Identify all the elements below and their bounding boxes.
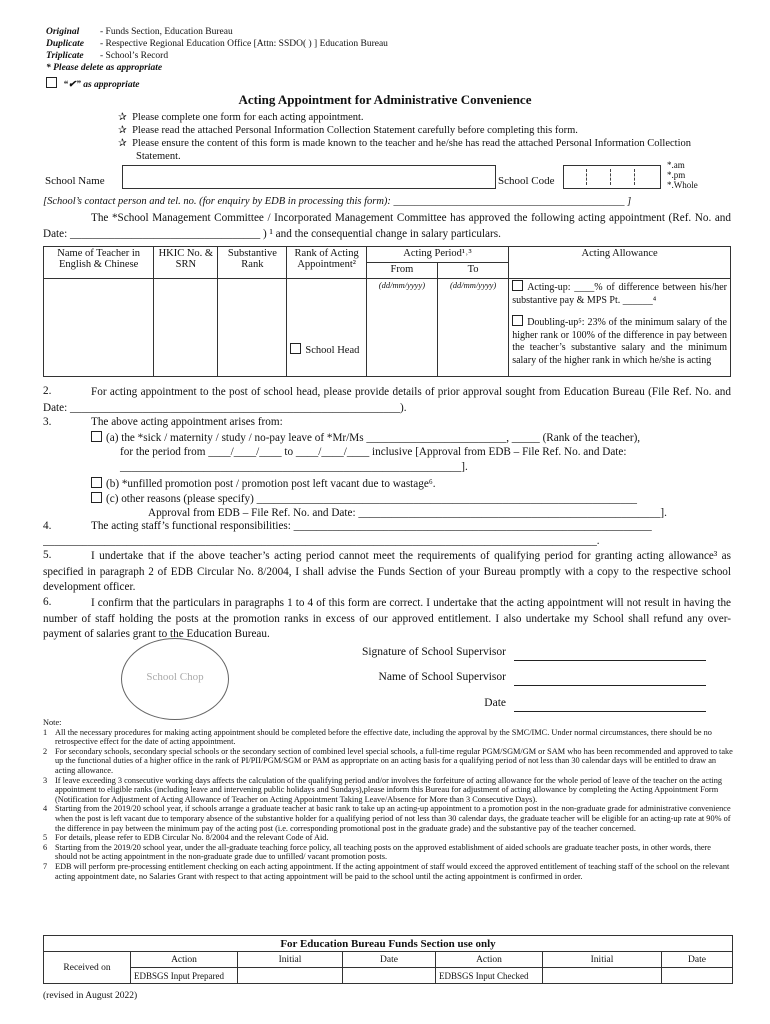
initial-header-2: Initial <box>543 952 662 968</box>
item-3b[interactable]: (b) *unfilled promotion post / promotion post left vacant due to wastage⁶. <box>91 477 436 490</box>
initial-header: Initial <box>238 952 343 968</box>
item-3c-checkbox[interactable] <box>91 492 102 503</box>
acting-up-checkbox[interactable] <box>512 280 523 291</box>
item-2-number: 2. <box>43 385 52 397</box>
copy-original: Original - Funds Section, Education Bureau <box>46 27 233 37</box>
note-item: 2 For secondary schools, secondary special schools or the secondary section of combined level special schools, a full-time regular PGM/SGM/GM or SAM who has been recommended and approved to take up the functional duties of a higher office in the rank of PI/PII/PGM/SGM or PAM as appropriate on an acting basis for a qualifying period of not less than 30 calendar days will be entitled to draw an acting allowance. <box>43 746 733 775</box>
supervisor-name-line[interactable] <box>514 685 706 686</box>
intro-paragraph: The *School Management Committee / Incorporated Management Committee has approved the following acting appointment (Ref. No. and Date: __________________________________ ) ¹ and the consequential change in salary particulars. <box>43 212 731 240</box>
date-prepared-cell[interactable] <box>343 968 436 984</box>
tick-checkbox[interactable] <box>46 77 57 88</box>
note-item: 3 If leave exceeding 3 consecutive working days affects the calculation of the qualifying period and/or involves the forfeiture of acting allowance for the whole period of leave of the teacher on the acting appointment to eligible ranks (including leave and intervening public holidays and Sundays),please inform this Bureau for adjustment of acting allowance by completing the Acting Appointment Form (Notification for Adjustment of Acting Allowance of Teacher on Acting Appointment Taking Leave/Absence for More than 3 Consecutive Days). <box>43 775 723 804</box>
item-3c-ref[interactable]: Approval from EDB – File Ref. No. and Date: ______________________________________________________]. <box>148 507 667 519</box>
initial-checked-cell[interactable] <box>543 968 662 984</box>
item-5-text: I undertake that if the above teacher’s acting period cannot meet the requirements of qualifying period for granting acting allowance³ as specified in paragraph 2 of EDB Circular No. 8/2004, I shall advise the Funds Section of your Bureau promptly with a copy to the respective school development officer. <box>43 550 731 593</box>
date-line[interactable] <box>514 711 706 712</box>
item-3a-period[interactable]: for the period from ____/____/____ to ____/____/____ inclusive [Approval from EDB – File Ref. No. and Date: <box>120 446 627 458</box>
doubling-up-checkbox[interactable] <box>512 315 523 326</box>
edb-use-table <box>43 935 733 984</box>
supervisor-signature-label: Signature of School Supervisor <box>361 646 506 658</box>
acting-appointment-table <box>43 246 731 377</box>
school-code-input[interactable] <box>563 165 661 189</box>
header-allowance: Acting Allowance <box>509 247 731 279</box>
instructions-list <box>118 111 718 163</box>
item-3b-checkbox[interactable] <box>91 477 102 488</box>
note-item: 7 EDB will perform pre-processing entitlement checking on each acting appointment. If the acting appointment of staff would exceed the approved entitlement of teaching staff of the school on the relevant acting appointment date, no Salaries Grant with respect to that acting appointment will be paid to the school until the acting appointment is confirmed in order. <box>43 861 730 881</box>
instruction-item: ✰ Please read the attached Personal Information Collection Statement carefully before completing this form. <box>118 125 578 136</box>
item-4-number: 4. <box>43 520 52 532</box>
note-item: 6 Starting from the 2019/20 school year, under the all-graduate teaching force policy, all teaching posts on the approved establishment of aided schools are graduate teacher posts, in other words, there should not be acting appointment in the non-graduate grade due to unfilled/ vacant promotion posts. <box>43 842 711 862</box>
page-title: Acting Appointment for Administrative Convenience <box>238 92 532 107</box>
date-checked-cell[interactable] <box>662 968 733 984</box>
tick-note: “✔” as appropriate <box>46 77 139 90</box>
instruction-item: ✰ Please ensure the content of this form is made known to the teacher and he/she has read the attached Personal Information Collection Statement. <box>118 138 692 162</box>
received-on-label: Received on <box>44 952 131 984</box>
note-item: 4 Starting from the 2019/20 school year, if schools arrange a graduate teacher at basic rank to take up an acting-up appointment to a promotion post in the non-graduate grade for administrative convenience when the post is left vacant due to temporary absence of the substantive holder for a qualifying period of not less than 30 calendar days, the graduate teacher will be eligible for an acting-up rate at 90% of the difference in pay between the minimum pay of the acting post (i.e. corresponding promotional post in the graduate grade) and the substantive pay of the teacher concerned. <box>43 804 731 833</box>
note-item: 5 For details, please refer to EDB Circular No. 8/2004 and the relevant Code of Aid. <box>43 833 329 843</box>
item-3-number: 3. <box>43 416 52 428</box>
edb-title: For Education Bureau Funds Section use only <box>44 936 733 952</box>
item-3a-ref[interactable]: _____________________________________________________________]. <box>120 461 468 473</box>
header-from: From <box>366 263 437 279</box>
notes-title: Note: <box>43 718 62 727</box>
item-6-number: 6. <box>43 596 52 608</box>
date-label: Date <box>484 697 506 709</box>
acting-up-text: Acting-up: ____% of difference between his/her substantive pay & MPS Pt. ______⁴ <box>512 282 727 306</box>
school-name-label: School Name <box>45 175 105 187</box>
supervisor-name-label: Name of School Supervisor <box>378 671 506 683</box>
item-3c[interactable]: (c) other reasons (please specify) ____________________________________________________________________ <box>91 492 637 505</box>
allowance-cell <box>509 279 731 377</box>
item-5-number: 5. <box>43 549 52 561</box>
header-to: To <box>438 263 509 279</box>
item-3a-checkbox[interactable] <box>91 431 102 442</box>
action-header-2: Action <box>436 952 543 968</box>
rank-cell[interactable] <box>218 279 287 377</box>
teacher-cell[interactable] <box>44 279 154 377</box>
item-6-text: I confirm that the particulars in paragraphs 1 to 4 of this form are correct. I undertake that the acting appointment will not result in having the number of staff holding the posts at the promotion ranks in excess of our approved entitlement. I also undertake my School shall refund any over-payment of salaries grant to the Education Bureau. <box>43 597 731 640</box>
doubling-up-text: Doubling-up⁵: 23% of the minimum salary of the higher rank or 100% of the difference in pay between the teacher’s substantive salary and the minimum salary of the higher rank in which he/she is acting <box>512 317 727 366</box>
notes-section <box>43 718 733 881</box>
header-hkic: HKIC No. & SRN <box>154 247 218 279</box>
date-header: Date <box>343 952 436 968</box>
header-period: Acting Period¹˒³ <box>366 247 508 263</box>
item-2-text[interactable]: For acting appointment to the post of school head, please provide details of prior approval sought from Education Bureau (File Ref. No. and Date: ___________________________________________________________). <box>43 386 731 414</box>
hkic-cell[interactable] <box>154 279 218 377</box>
from-date-cell[interactable]: (dd/mm/yyyy) <box>366 279 437 377</box>
session-options[interactable]: *.am *.pm *.Whole <box>667 160 698 190</box>
copy-triplicate: Triplicate - School’s Record <box>46 51 169 61</box>
header-teacher: Name of Teacher in English & Chinese <box>44 247 154 279</box>
item-3a[interactable]: (a) the *sick / maternity / study / no-pay leave of *Mr/Ms _________________________, _____ (Rank of the teacher), <box>91 431 731 444</box>
school-chop-label: School Chop <box>146 671 204 683</box>
action-header: Action <box>131 952 238 968</box>
delete-note: * Please delete as appropriate <box>46 63 163 73</box>
school-head-checkbox[interactable] <box>290 343 301 354</box>
revised-note: (revised in August 2022) <box>43 991 138 1001</box>
supervisor-signature-line[interactable] <box>514 660 706 661</box>
to-date-cell[interactable]: (dd/mm/yyyy) <box>438 279 509 377</box>
note-item: 1 All the necessary procedures for making acting appointment should be completed before the effective date, including the approval by the SMC/IMC. Under normal circumstances, there should be no retrospective effect for the date of acting appointment. <box>43 727 712 747</box>
input-prepared: EDBSGS Input Prepared <box>131 968 238 984</box>
copy-duplicate: Duplicate - Respective Regional Education Office [Attn: SSDO( ) ] Education Bureau <box>46 39 388 49</box>
school-code-label: School Code <box>498 175 555 187</box>
contact-person-line[interactable]: [School’s contact person and tel. no. (for enquiry by EDB in processing this form): ____________________________________________ ] <box>43 196 632 207</box>
header-acting-rank: Rank of Acting Appointment² <box>287 247 366 279</box>
instruction-item: ✰ Please complete one form for each acting appointment. <box>118 112 364 123</box>
item-3-text: The above acting appointment arises from: <box>91 416 283 428</box>
item-4-text[interactable]: The acting staff’s functional responsibilities: ________________________________________________________________ <box>91 520 652 532</box>
initial-prepared-cell[interactable] <box>238 968 343 984</box>
item-4-line[interactable]: ___________________________________________________________________________________________________. <box>43 535 600 547</box>
date-header-2: Date <box>662 952 733 968</box>
input-checked: EDBSGS Input Checked <box>436 968 543 984</box>
acting-rank-cell[interactable]: School Head <box>287 279 366 377</box>
school-name-input[interactable] <box>122 165 496 189</box>
header-rank: Substantive Rank <box>218 247 287 279</box>
